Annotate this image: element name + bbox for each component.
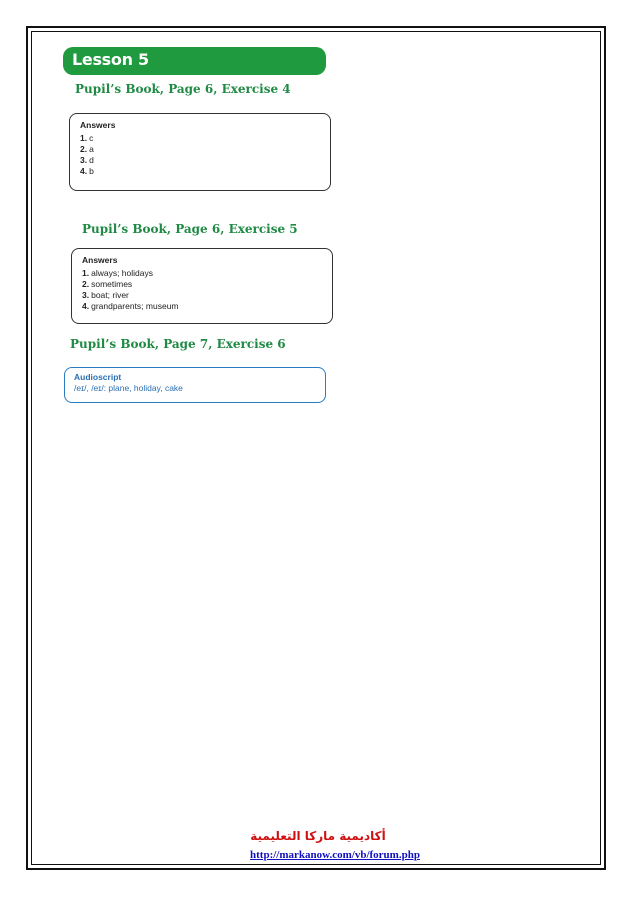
lesson-title: Lesson 5 bbox=[72, 50, 149, 69]
exercise-6-heading: Pupil’s Book, Page 7, Exercise 6 bbox=[70, 337, 286, 351]
exercise-5-heading: Pupil’s Book, Page 6, Exercise 5 bbox=[82, 222, 298, 236]
answers-title: Answers bbox=[80, 120, 116, 130]
answer-item: 3. boat; river bbox=[82, 290, 129, 300]
answer-item: 4. b bbox=[80, 166, 94, 176]
answers-list bbox=[80, 133, 320, 177]
answer-item: 2. sometimes bbox=[82, 279, 133, 289]
answer-item: 4. grandparents; museum bbox=[82, 301, 179, 311]
exercise-5-answers-box bbox=[71, 248, 333, 324]
lesson-title-banner bbox=[63, 47, 326, 75]
answer-item: 1. always; holidays bbox=[82, 268, 153, 278]
exercise-4-heading: Pupil’s Book, Page 6, Exercise 4 bbox=[75, 82, 291, 96]
exercise-4-answers-box bbox=[69, 113, 331, 191]
footer-forum-link[interactable]: http://markanow.com/vb/forum.php bbox=[250, 849, 420, 861]
audioscript-title: Audioscript bbox=[74, 372, 122, 382]
audioscript-text: /eɪ/, /eɪ/: plane, holiday, cake bbox=[74, 383, 183, 393]
answers-list bbox=[82, 268, 322, 312]
answer-item: 1. c bbox=[80, 133, 94, 143]
answer-item: 3. d bbox=[80, 155, 94, 165]
footer-academy-name: أكاديمية ماركا التعليمية bbox=[250, 829, 386, 843]
audioscript-box bbox=[64, 367, 326, 403]
answers-title: Answers bbox=[82, 255, 118, 265]
answer-item: 2. a bbox=[80, 144, 94, 154]
